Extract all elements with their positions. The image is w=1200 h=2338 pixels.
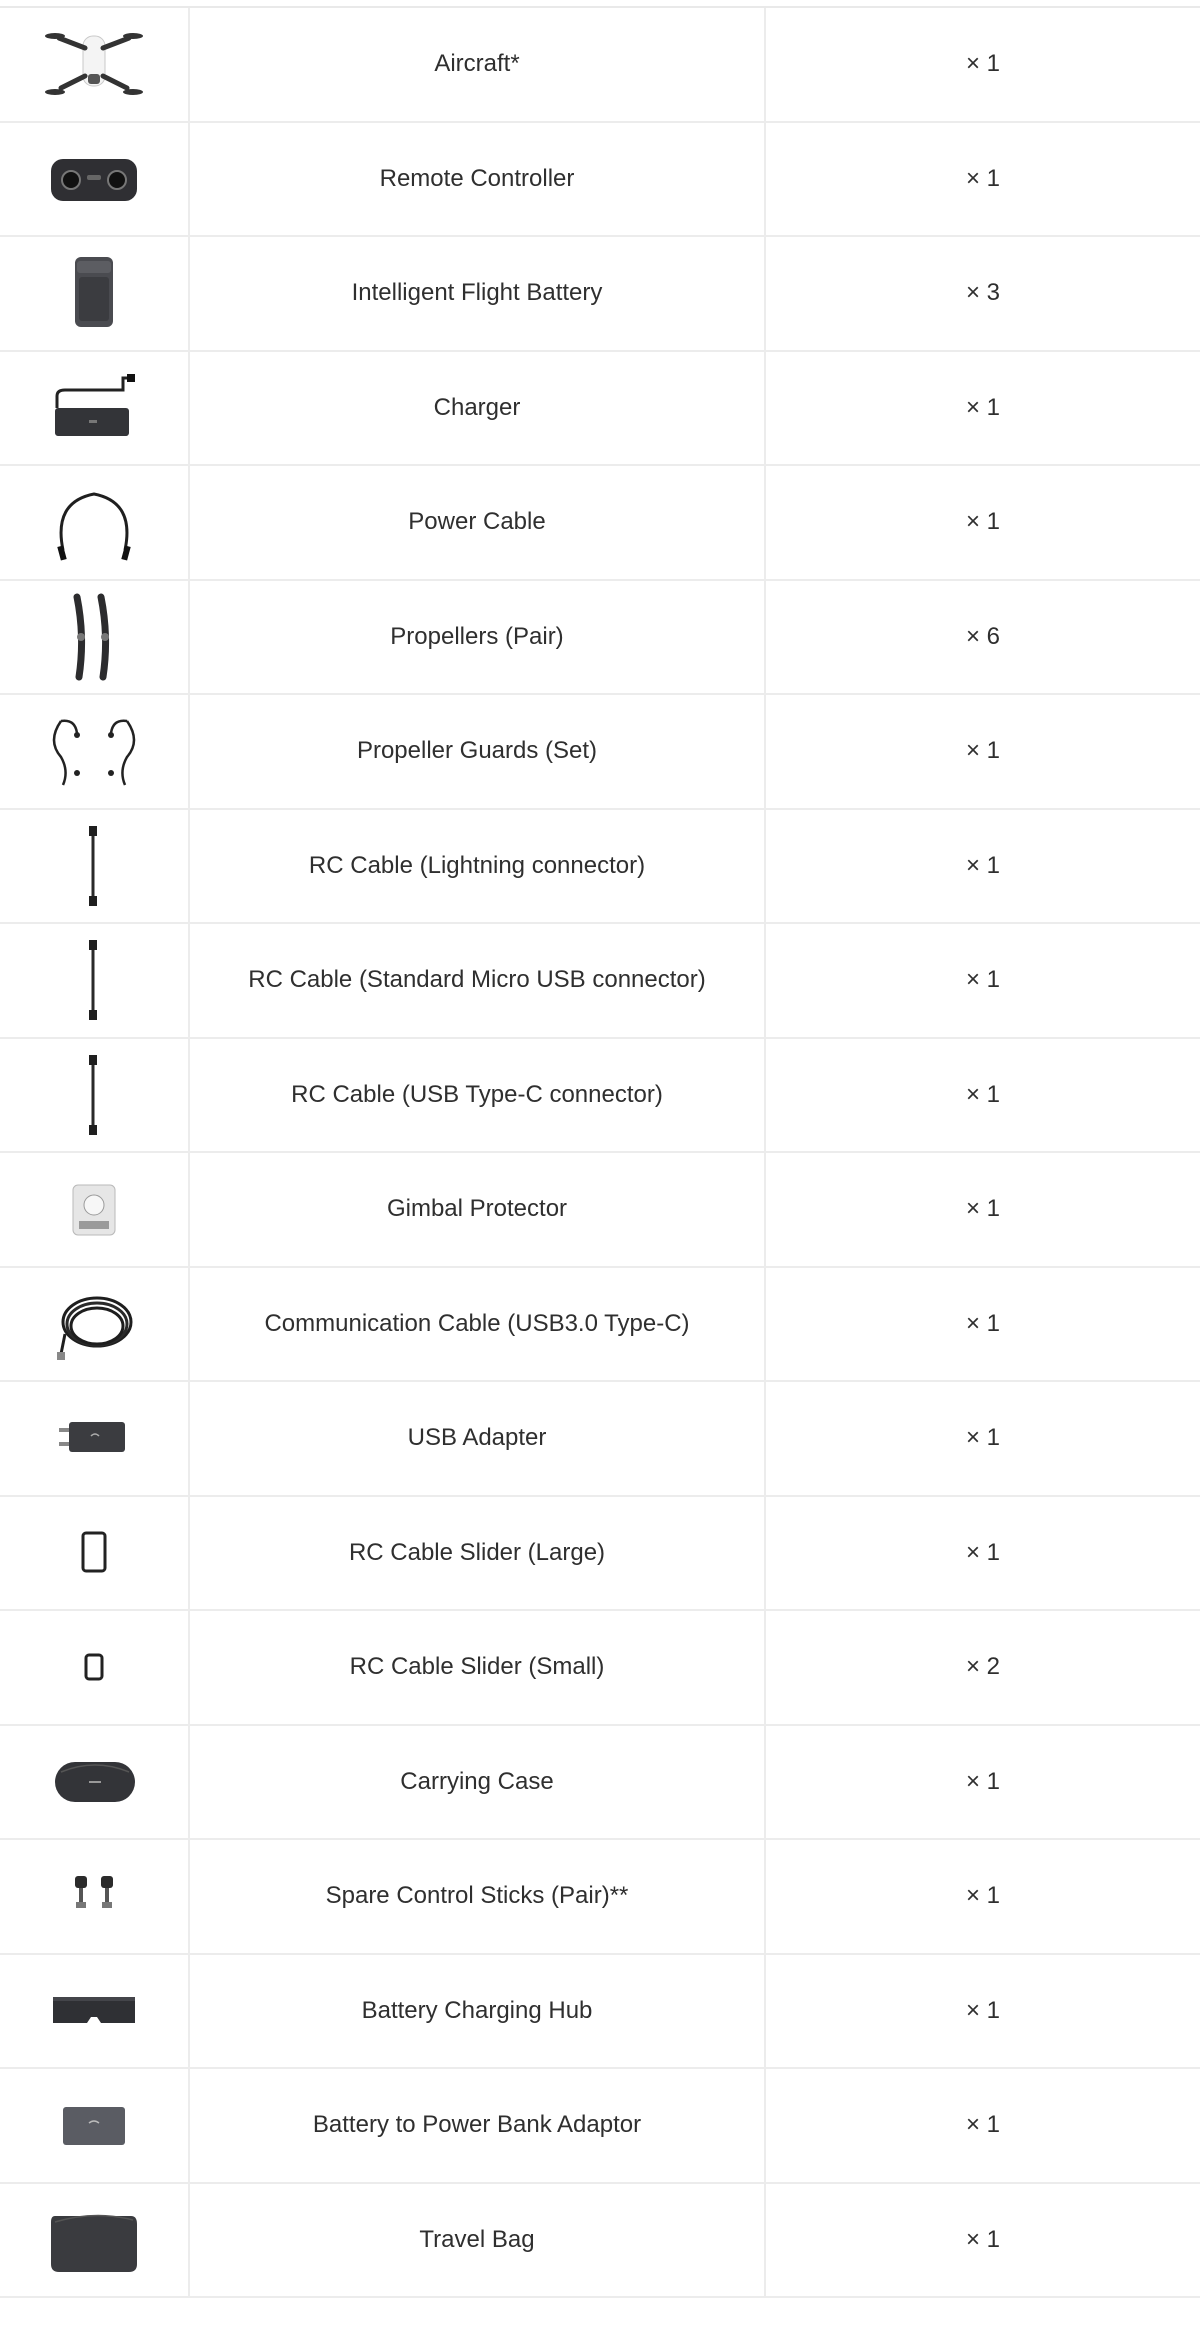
item-name: Power Cable — [190, 466, 766, 579]
item-name: RC Cable (Standard Micro USB connector) — [190, 924, 766, 1037]
propeller-guards-icon — [39, 701, 149, 801]
item-quantity: × 1 — [965, 737, 1001, 765]
item-quantity: × 1 — [965, 2111, 1001, 2139]
item-name: RC Cable (USB Type-C connector) — [190, 1039, 766, 1152]
item-image-cell — [0, 1840, 190, 1953]
carrying-case-icon — [39, 1732, 149, 1832]
item-quantity: × 1 — [965, 851, 1001, 879]
drone-icon — [39, 14, 149, 114]
power-bank-adaptor-icon — [39, 2075, 149, 2175]
item-image-cell — [0, 2069, 190, 2182]
item-quantity: × 1 — [965, 1882, 1001, 1910]
table-row — [0, 810, 1200, 925]
rc-cable-icon — [39, 1045, 149, 1145]
table-row — [0, 1382, 1200, 1497]
table-row — [0, 1153, 1200, 1268]
table-row — [0, 123, 1200, 238]
item-image-cell — [0, 237, 190, 350]
item-image-cell — [0, 1382, 190, 1495]
table-row — [0, 1039, 1200, 1154]
item-image-cell — [0, 1268, 190, 1381]
table-row — [0, 8, 1200, 123]
table-row — [0, 1840, 1200, 1955]
travel-bag-icon — [39, 2190, 149, 2290]
item-name: RC Cable Slider (Large) — [190, 1497, 766, 1610]
item-quantity: × 1 — [965, 508, 1001, 536]
gimbal-protector-icon — [39, 1159, 149, 1259]
item-image-cell — [0, 466, 190, 579]
item-name: Propellers (Pair) — [190, 581, 766, 694]
item-name: Carrying Case — [190, 1726, 766, 1839]
in-the-box-table — [0, 6, 1200, 2298]
item-name: Propeller Guards (Set) — [190, 695, 766, 808]
item-image-cell — [0, 1153, 190, 1266]
table-row — [0, 1497, 1200, 1612]
item-image-cell — [0, 1497, 190, 1610]
item-quantity: × 1 — [965, 1309, 1001, 1337]
item-name: Charger — [190, 352, 766, 465]
item-image-cell — [0, 1039, 190, 1152]
item-image-cell — [0, 1726, 190, 1839]
item-quantity: × 1 — [965, 1767, 1001, 1795]
table-row — [0, 1955, 1200, 2070]
item-name: Aircraft* — [190, 8, 766, 121]
item-quantity: × 1 — [965, 1195, 1001, 1223]
item-image-cell — [0, 123, 190, 236]
table-row — [0, 237, 1200, 352]
battery-icon — [39, 243, 149, 343]
table-row — [0, 466, 1200, 581]
table-row — [0, 2069, 1200, 2184]
item-name: USB Adapter — [190, 1382, 766, 1495]
item-image-cell — [0, 1955, 190, 2068]
table-row — [0, 2184, 1200, 2299]
slider-large-icon — [39, 1503, 149, 1603]
item-name: Communication Cable (USB3.0 Type-C) — [190, 1268, 766, 1381]
item-name: Spare Control Sticks (Pair)** — [190, 1840, 766, 1953]
item-name: Gimbal Protector — [190, 1153, 766, 1266]
item-name: Remote Controller — [190, 123, 766, 236]
charger-icon — [39, 358, 149, 458]
rc-cable-icon — [39, 930, 149, 1030]
item-image-cell — [0, 1611, 190, 1724]
item-image-cell — [0, 810, 190, 923]
item-quantity: × 1 — [965, 393, 1001, 421]
usb-adapter-icon — [39, 1388, 149, 1488]
table-row — [0, 924, 1200, 1039]
item-quantity: × 6 — [965, 622, 1001, 650]
item-quantity: × 1 — [965, 966, 1001, 994]
item-image-cell — [0, 8, 190, 121]
table-row — [0, 695, 1200, 810]
item-quantity: × 1 — [965, 2225, 1001, 2253]
item-quantity: × 1 — [965, 1996, 1001, 2024]
item-quantity: × 1 — [965, 1080, 1001, 1108]
slider-small-icon — [39, 1617, 149, 1717]
control-sticks-icon — [39, 1846, 149, 1946]
rc-cable-icon — [39, 816, 149, 916]
power-cable-icon — [39, 472, 149, 572]
item-image-cell — [0, 924, 190, 1037]
item-image-cell — [0, 695, 190, 808]
item-quantity: × 3 — [965, 279, 1001, 307]
item-image-cell — [0, 2184, 190, 2297]
item-name: Travel Bag — [190, 2184, 766, 2297]
item-image-cell — [0, 581, 190, 694]
item-quantity: × 2 — [965, 1653, 1001, 1681]
item-quantity: × 1 — [965, 1538, 1001, 1566]
item-name: Battery to Power Bank Adaptor — [190, 2069, 766, 2182]
table-row — [0, 352, 1200, 467]
propellers-icon — [39, 587, 149, 687]
table-row — [0, 1268, 1200, 1383]
remote-controller-icon — [39, 129, 149, 229]
item-quantity: × 1 — [965, 164, 1001, 192]
table-row — [0, 1611, 1200, 1726]
item-quantity: × 1 — [965, 50, 1001, 78]
item-name: Battery Charging Hub — [190, 1955, 766, 2068]
item-name: RC Cable Slider (Small) — [190, 1611, 766, 1724]
item-image-cell — [0, 352, 190, 465]
item-name: Intelligent Flight Battery — [190, 237, 766, 350]
table-row — [0, 1726, 1200, 1841]
item-quantity: × 1 — [965, 1424, 1001, 1452]
coiled-cable-icon — [39, 1274, 149, 1374]
table-row — [0, 581, 1200, 696]
item-name: RC Cable (Lightning connector) — [190, 810, 766, 923]
charging-hub-icon — [39, 1961, 149, 2061]
